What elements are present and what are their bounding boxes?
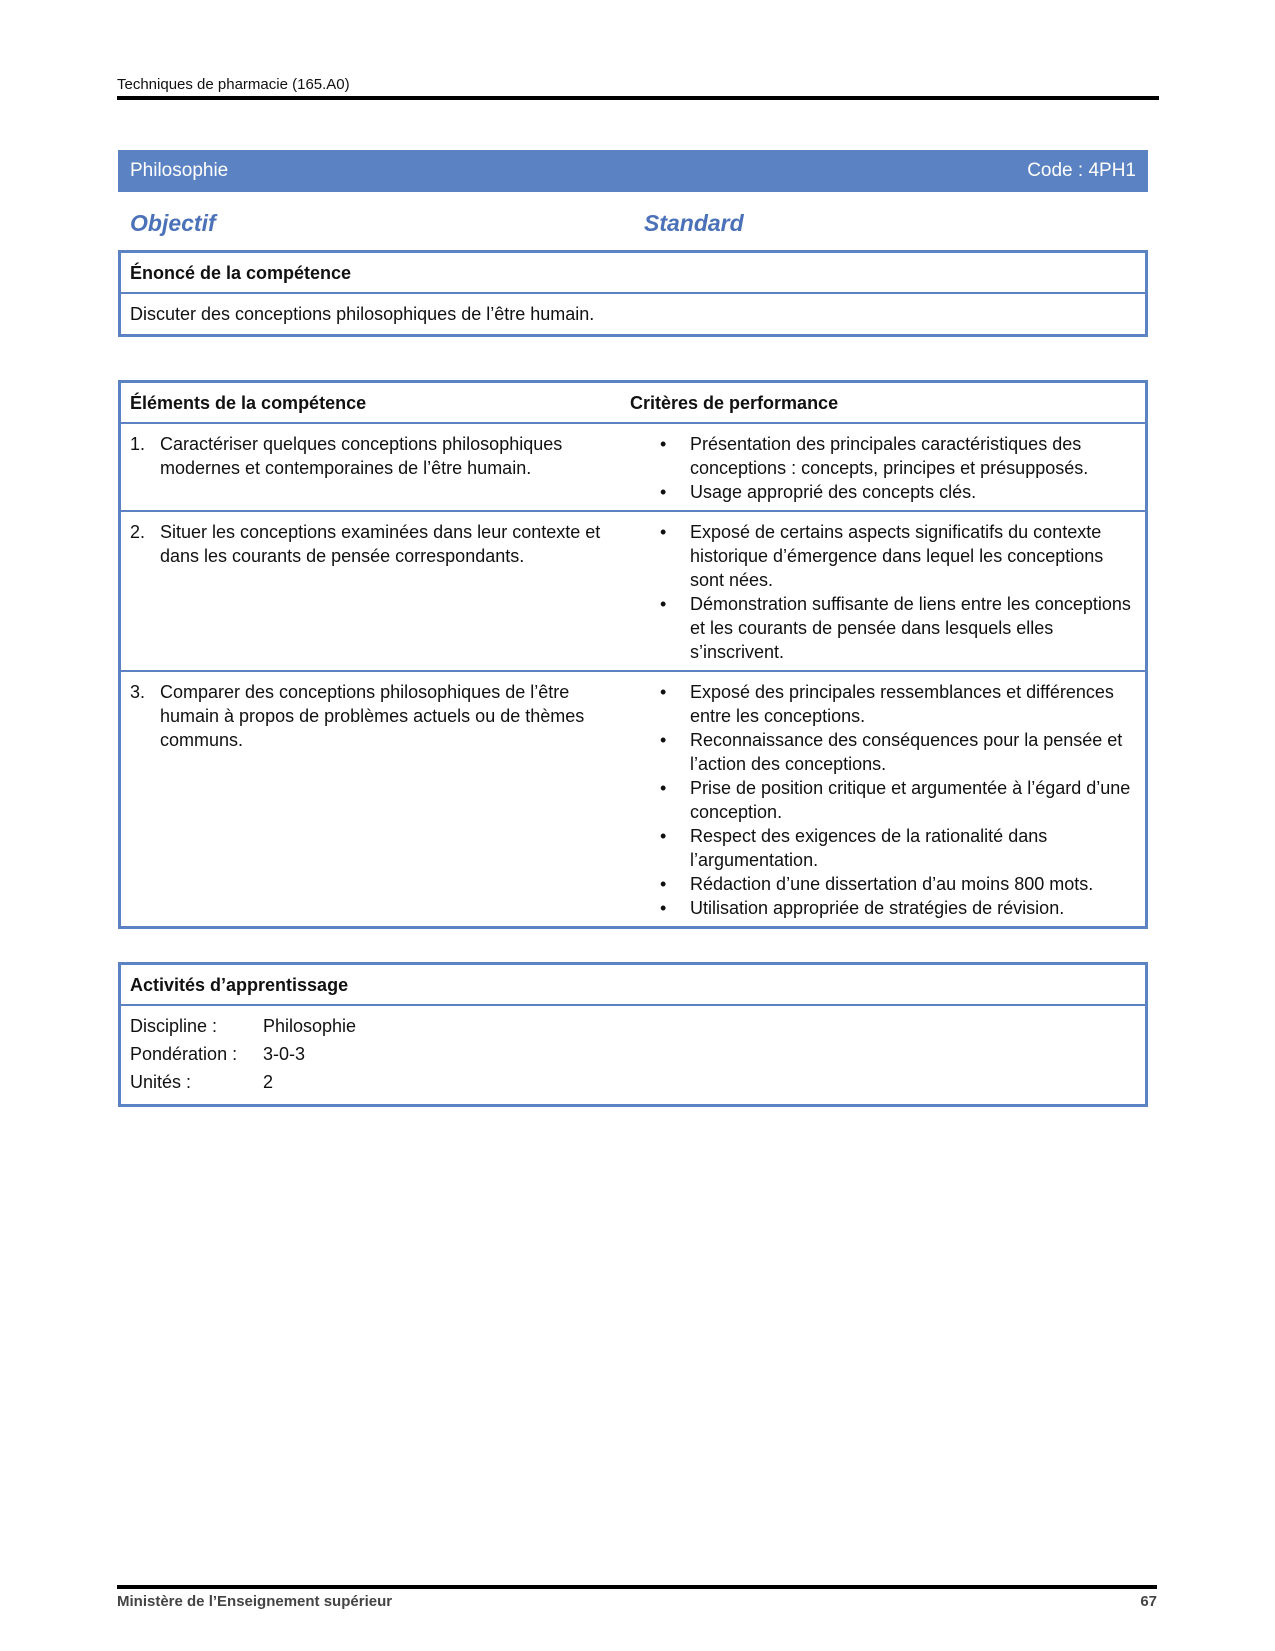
- criteria-text: Rédaction d’une dissertation d’au moins 800 mots.: [690, 874, 1094, 894]
- bullet-icon: •: [660, 594, 667, 614]
- element-row: [121, 512, 1145, 672]
- criteria-item: [660, 896, 1136, 920]
- activities-details: [121, 1006, 1145, 1104]
- running-header: [117, 76, 1159, 100]
- element-number: 3.: [130, 682, 146, 702]
- criteria-item: [660, 480, 1136, 504]
- activity-row: [130, 1040, 1136, 1068]
- enonce-text: Discuter des conceptions philosophiques de l’être humain.: [130, 304, 595, 324]
- elements-table-header: [121, 383, 1145, 424]
- criteria-item: [660, 824, 1136, 872]
- criteria-item: [660, 432, 1136, 480]
- activity-row: [130, 1068, 1136, 1096]
- activity-value: 3-0-3: [263, 1044, 306, 1064]
- criteria-item: [660, 680, 1136, 728]
- criteria-text: Exposé des principales ressemblances et différences entre les conceptions.: [690, 682, 1114, 726]
- criteria-text: Exposé de certains aspects significatifs du contexte historique d’émergence dans lequel les conceptions sont nées.: [690, 522, 1104, 590]
- footer-ministry: Ministère de l’Enseignement supérieur: [117, 1593, 393, 1610]
- bullet-icon: •: [660, 682, 667, 702]
- activity-value: 2: [263, 1072, 274, 1092]
- criteria-item: [660, 728, 1136, 776]
- bullet-icon: •: [660, 482, 667, 502]
- element-text: Situer les conceptions examinées dans leur contexte et dans les courants de pensée correspondants.: [160, 522, 601, 566]
- elements-table: [118, 380, 1148, 929]
- element-item: [130, 520, 660, 664]
- activity-key: Discipline :: [130, 1016, 218, 1036]
- bullet-icon: •: [660, 826, 667, 846]
- bullet-icon: •: [660, 522, 667, 542]
- criteria-text: Usage approprié des concepts clés.: [690, 482, 977, 502]
- element-text: Comparer des conceptions philosophiques de l’être humain à propos de problèmes actuels ou de thèmes communs.: [160, 682, 585, 750]
- running-title: Techniques de pharmacie (165.A0): [117, 76, 350, 93]
- activity-key: Pondération :: [130, 1044, 238, 1064]
- page-footer: [117, 1585, 1157, 1610]
- criteria-list: [660, 432, 1136, 504]
- criteria-list: [660, 680, 1136, 920]
- criteria-text: Respect des exigences de la rationalité dans l’argumentation.: [690, 826, 1048, 870]
- enonce-box: [118, 250, 1148, 337]
- criteria-item: [660, 520, 1136, 592]
- activities-title: Activités d’apprentissage: [121, 965, 1145, 1006]
- criteria-text: Prise de position critique et argumentée à l’égard d’une conception.: [690, 778, 1131, 822]
- page-number: 67: [1140, 1593, 1157, 1610]
- course-name: Philosophie: [130, 160, 229, 181]
- standard-heading: Standard: [644, 210, 744, 236]
- activity-key: Unités :: [130, 1072, 192, 1092]
- enonce-title: Énoncé de la compétence: [121, 253, 1145, 294]
- element-number: 2.: [130, 522, 146, 542]
- element-number: 1.: [130, 434, 146, 454]
- element-row: [121, 672, 1145, 926]
- criteria-item: [660, 776, 1136, 824]
- criteria-list: [660, 520, 1136, 664]
- bullet-icon: •: [660, 778, 667, 798]
- criteria-item: [660, 592, 1136, 664]
- criteria-text: Démonstration suffisante de liens entre les conceptions et les courants de pensée dans lesquels elles s’inscrivent.: [690, 594, 1131, 662]
- activities-box: [118, 962, 1148, 1107]
- activity-row: [130, 1012, 1136, 1040]
- section-subheadings: [130, 210, 1030, 237]
- bullet-icon: •: [660, 898, 667, 918]
- bullet-icon: •: [660, 874, 667, 894]
- element-item: [130, 680, 660, 920]
- bullet-icon: •: [660, 730, 667, 750]
- element-item: [130, 432, 660, 504]
- criteria-text: Reconnaissance des conséquences pour la pensée et l’action des conceptions.: [690, 730, 1123, 774]
- objectif-heading: Objectif: [130, 210, 216, 236]
- course-code: Code : 4PH1: [1027, 160, 1136, 181]
- criteria-text: Présentation des principales caractéristiques des conceptions : concepts, principes et présupposés.: [690, 434, 1089, 478]
- course-title-bar: [118, 150, 1148, 192]
- element-text: Caractériser quelques conceptions philosophiques modernes et contemporaines de l’être humain.: [160, 434, 563, 478]
- criteria-text: Utilisation appropriée de stratégies de révision.: [690, 898, 1065, 918]
- element-row: [121, 424, 1145, 512]
- elements-header: Éléments de la compétence: [130, 393, 367, 413]
- criteria-item: [660, 872, 1136, 896]
- bullet-icon: •: [660, 434, 667, 454]
- criteria-header: Critères de performance: [630, 393, 839, 413]
- activity-value: Philosophie: [263, 1016, 357, 1036]
